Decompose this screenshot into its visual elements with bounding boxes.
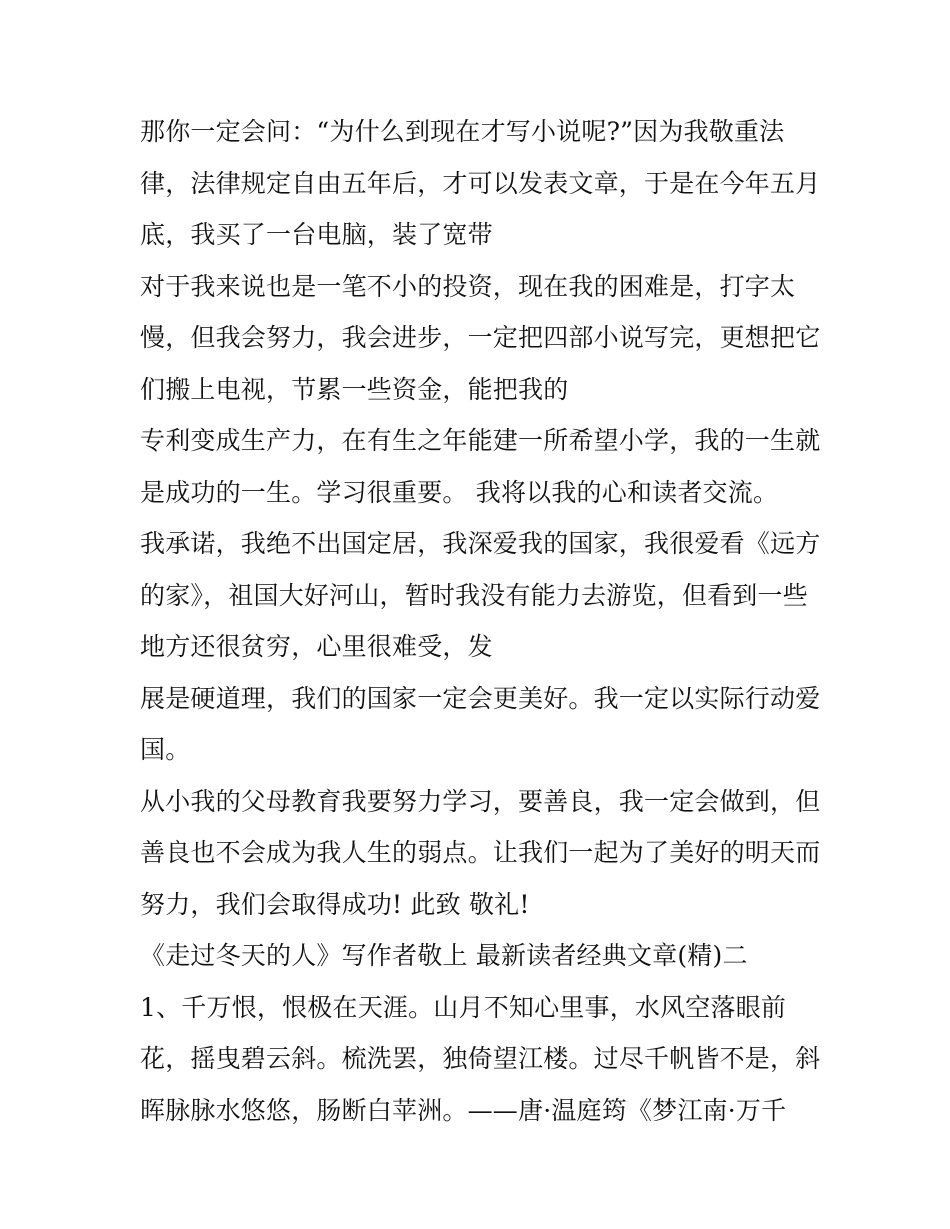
text-line: 展是硬道理，我们的国家一定会更美好。我一定以实际行动爱 bbox=[140, 683, 821, 713]
document-body bbox=[140, 106, 830, 1136]
text-line: 国。 bbox=[140, 735, 191, 764]
text-line: 晖脉脉水悠悠，肠断白苹洲。——唐·温庭筠《梦江南·万千 bbox=[140, 1095, 787, 1125]
text-line: 花，摇曳碧云斜。梳洗罢，独倚望江楼。过尽千帆皆不是，斜 bbox=[140, 1044, 821, 1073]
text-line: 对于我来说也是一笔不小的投资，现在我的困难是，打字太 bbox=[140, 271, 796, 301]
text-line: 的家》，祖国大好河山，暂时我没有能力去游览，但看到一些 bbox=[140, 580, 808, 610]
text-line: 1、千万恨，恨极在天涯。山月不知心里事，水风空落眼前 bbox=[140, 992, 787, 1022]
text-line: 们搬上电视，节累一些资金，能把我的 bbox=[140, 374, 569, 404]
text-line: 地方还很贫穷，心里很难受，发 bbox=[140, 632, 493, 661]
text-line: 慢，但我会努力，我会进步，一定把四部小说写完，更想把它 bbox=[140, 323, 821, 352]
text-line: 是成功的一生。学习很重要。 我将以我的心和读者交流。 bbox=[140, 477, 779, 507]
text-line: 那你一定会问：“为什么到现在才写小说呢?”因为我敬重法 bbox=[140, 117, 785, 146]
text-line: 《走过冬天的人》写作者敬上 最新读者经典文章(精)二 bbox=[140, 941, 748, 970]
text-line: 努力，我们会取得成功! 此致 敬礼! bbox=[140, 889, 530, 919]
text-line: 善良也不会成为我人生的弱点。让我们一起为了美好的明天而 bbox=[140, 838, 821, 867]
text-line: 从小我的父母教育我要努力学习，要善良，我一定会做到，但 bbox=[140, 786, 821, 816]
text-line: 底，我买了一台电脑，装了宽带 bbox=[140, 220, 493, 249]
text-line: 律，法律规定自由五年后，才可以发表文章，于是在今年五月 bbox=[140, 168, 821, 198]
text-line: 专利变成生产力，在有生之年能建一所希望小学，我的一生就 bbox=[140, 426, 821, 455]
text-line: 我承诺，我绝不出国定居，我深爱我的国家，我很爱看《远方 bbox=[140, 529, 821, 558]
